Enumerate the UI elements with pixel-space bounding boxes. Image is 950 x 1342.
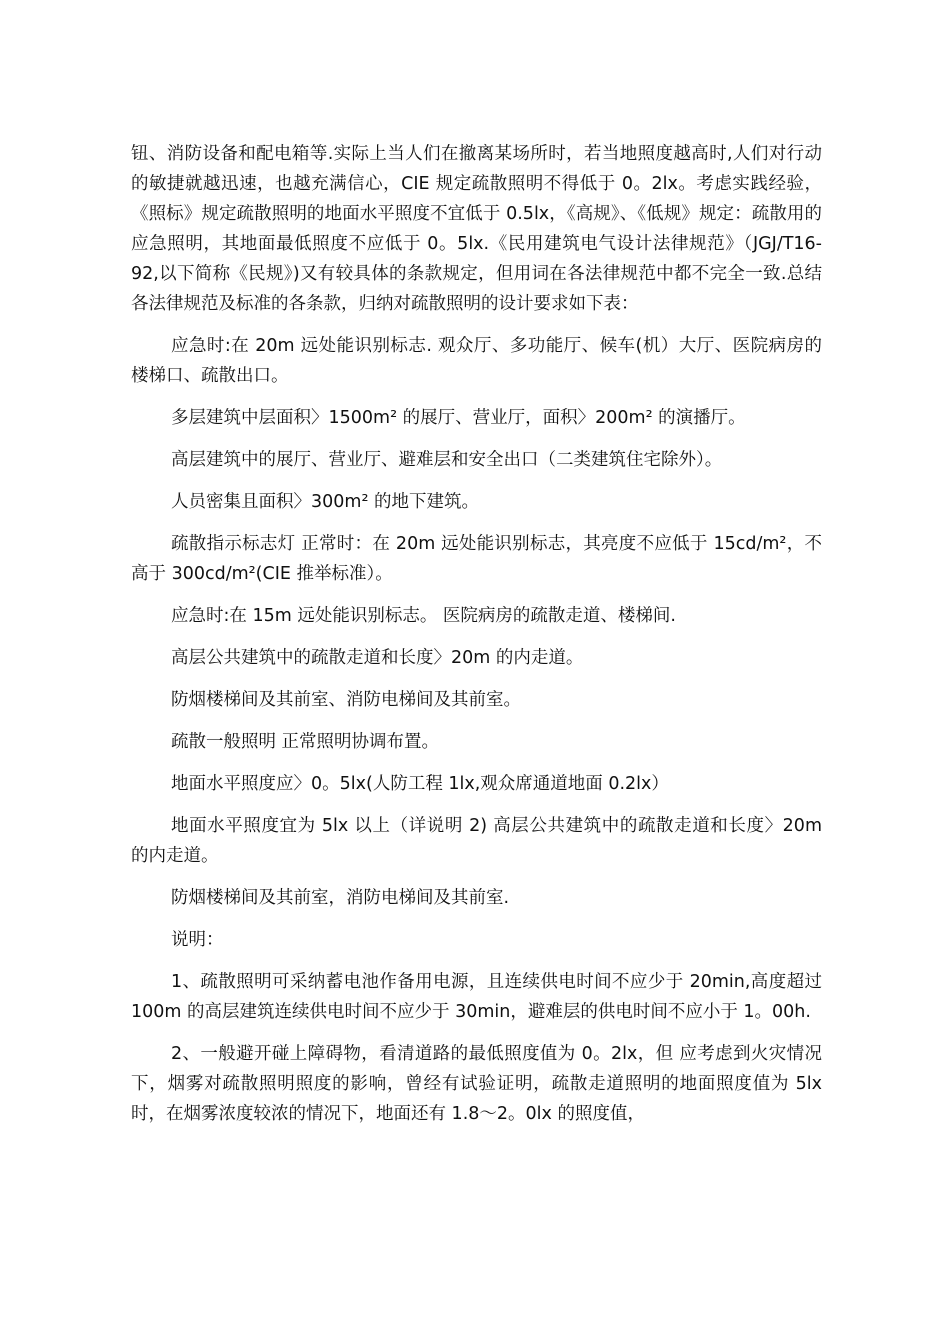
paragraph-floor-illuminance: 地面水平照度应〉0。5lx(人防工程 1lx,观众席通道地面 0.2lx） (171, 774, 669, 794)
paragraph-smoke-stair: 防烟楼梯间及其前室、消防电梯间及其前室。 (171, 690, 521, 710)
paragraph-highrise-corridor: 高层公共建筑中的疏散走道和长度〉20m 的内走道。 (171, 648, 584, 668)
paragraph-exit-sign-normal: 疏散指示标志灯 正常时：在 20m 远处能识别标志，其亮度不应低于 15cd/m²，不高于 300cd/m²(CIE 推举标准）。 (131, 534, 822, 584)
paragraph-emergency-20m: 应急时:在 20m 远处能识别标志. 观众厅、多功能厅、候车(机）大厅、医院病房的楼梯口、疏散出口。 (131, 336, 822, 386)
paragraph-multistorey-area: 多层建筑中层面积〉1500m² 的展厅、营业厅，面积〉200m² 的演播厅。 (171, 408, 746, 428)
paragraph-intro: 钮、消防设备和配电箱等.实际上当人们在撤离某场所时，若当地照度越高时,人们对行动的敏捷就越迅速，也越充满信心，CIE 规定疏散照明不得低于 0。2lx。考虑实践经验，《照标》规定疏散照明的地面水平照度不宜低于 0.5lx，《高规》、《低规》规定：疏散用的应急照明，其地面最低照度不应低于 0。5lx.《民用建筑电气设计法律规范》（JGJ/T16-92,以下简称《民规》)又有较具体的条款规定，但用词在各法律规范中都不完全一致.总结各法律规范及标准的各条款，归纳对疏散照明的设计要求如下表： (131, 144, 822, 314)
paragraph-notes-heading: 说明： (171, 930, 224, 950)
paragraph-underground: 人员密集且面积〉300m² 的地下建筑。 (171, 492, 480, 512)
paragraph-floor-illuminance-5lx: 地面水平照度宜为 5lx 以上（详说明 2) 高层公共建筑中的疏散走道和长度〉20m 的内走道。 (131, 816, 822, 866)
paragraph-highrise-halls: 高层建筑中的展厅、营业厅、避难层和安全出口（二类建筑住宅除外）。 (171, 450, 723, 470)
paragraph-note-2: 2、一般避开碰上障碍物，看清道路的最低照度值为 0。2lx，但 应考虑到火灾情况下，烟雾对疏散照明照度的影响，曾经有试验证明，疏散走道照明的地面照度值为 5lx 时，在烟雾浓度较浓的情况下，地面还有 1.8～2。0lx 的照度值， (131, 1044, 822, 1124)
paragraph-emergency-15m: 应急时:在 15m 远处能识别标志。 医院病房的疏散走道、楼梯间. (171, 606, 676, 626)
paragraph-general-lighting: 疏散一般照明 正常照明协调布置。 (171, 732, 440, 752)
paragraph-note-1: 1、疏散照明可采纳蓄电池作备用电源，且连续供电时间不应少于 20min,高度超过 100m 的高层建筑连续供电时间不应少于 30min，避难层的供电时间不应小于 1。00h. (131, 972, 822, 1022)
paragraph-smoke-stair-2: 防烟楼梯间及其前室，消防电梯间及其前室. (171, 888, 510, 908)
